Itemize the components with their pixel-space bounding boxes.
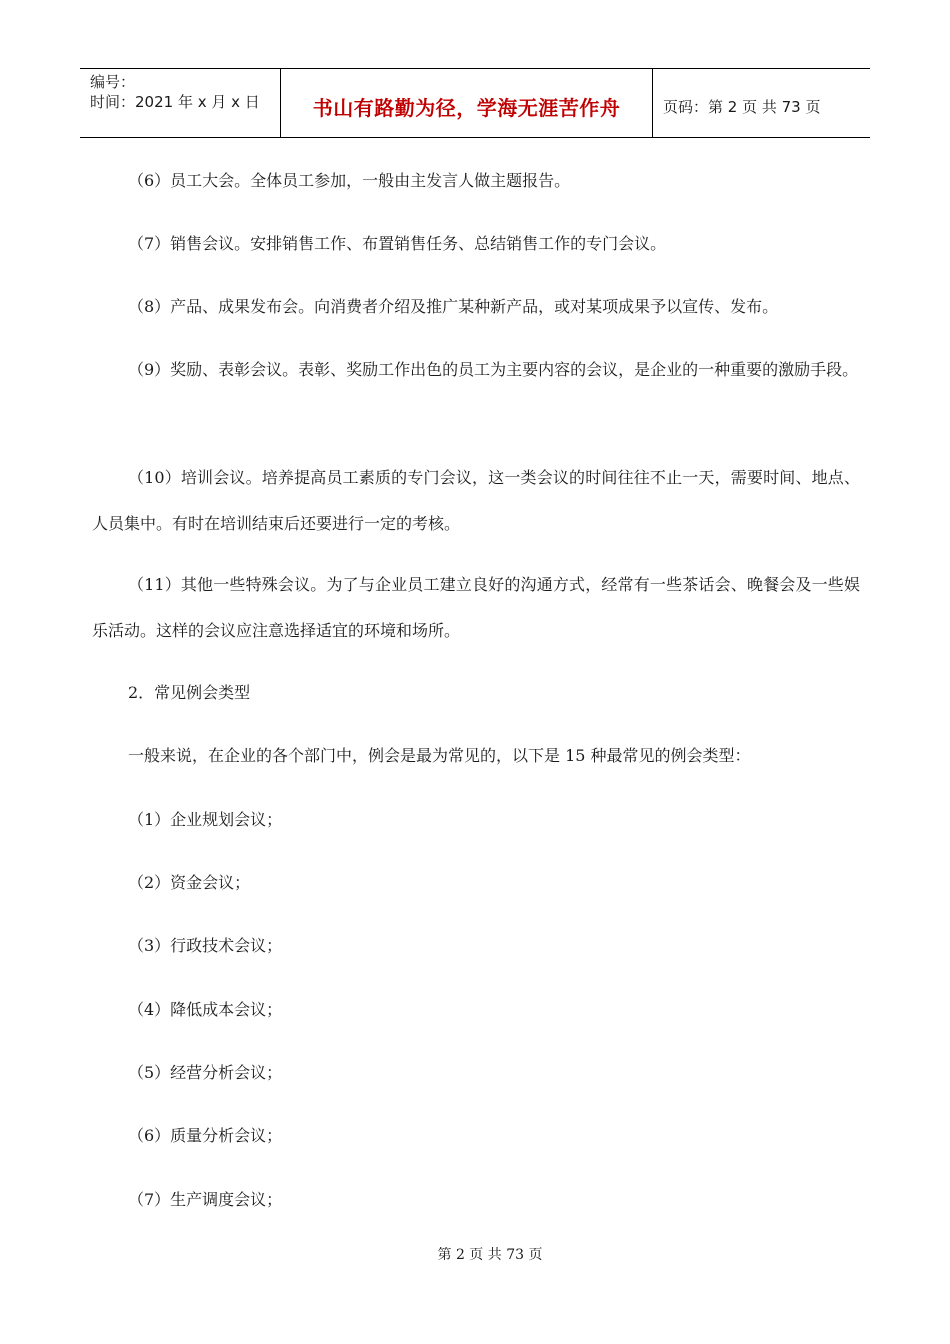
list-item: （3）行政技术会议； <box>128 936 283 955</box>
header-date: 时间：2021 年 x 月 x 日 <box>90 93 260 111</box>
list-item: （6）质量分析会议； <box>128 1126 283 1145</box>
list-item: （2）资金会议； <box>128 873 251 892</box>
header-motto: 书山有路勤为径，学海无涯苦作舟 <box>281 69 653 137</box>
paragraph-employee-meeting: （6）员工大会。全体员工参加，一般由主发言人做主题报告。 <box>128 171 571 190</box>
list-item: （5）经营分析会议； <box>128 1063 283 1082</box>
list-item: （7）生产调度会议； <box>128 1190 283 1209</box>
header-number-label: 编号： <box>90 73 136 91</box>
paragraph-product-launch: （8）产品、成果发布会。向消费者介绍及推广某种新产品，或对某项成果予以宣传、发布。 <box>128 297 779 316</box>
section-heading: 2．常见例会类型 <box>128 683 251 702</box>
paragraph-intro: 一般来说，在企业的各个部门中，例会是最为常见的，以下是 15 种最常见的例会类型： <box>128 746 751 765</box>
paragraph-training-meeting: （10）培训会议。培养提高员工素质的专门会议，这一类会议的时间往往不止一天，需要时间、地点、人员集中。有时在培训结束后还要进行一定的考核。 <box>92 468 860 533</box>
page-footer: 第 2 页 共 73 页 <box>437 1247 543 1263</box>
paragraph-sales-meeting: （7）销售会议。安排销售工作、布置销售任务、总结销售工作的专门会议。 <box>128 234 667 253</box>
paragraph-awards-meeting: （9）奖励、表彰会议。表彰、奖励工作出色的员工为主要内容的会议，是企业的一种重要的激励手段。 <box>128 360 859 379</box>
page-header <box>80 68 870 138</box>
paragraph-special-meetings: （11）其他一些特殊会议。为了与企业员工建立良好的沟通方式，经常有一些茶话会、晚餐会及一些娱乐活动。这样的会议应注意选择适宜的环境和场所。 <box>92 575 860 640</box>
header-meta <box>80 69 281 137</box>
list-item: （4）降低成本会议； <box>128 1000 283 1019</box>
list-item: （1）企业规划会议； <box>128 810 283 829</box>
header-page-info: 页码：第 2 页 共 73 页 <box>663 97 821 116</box>
